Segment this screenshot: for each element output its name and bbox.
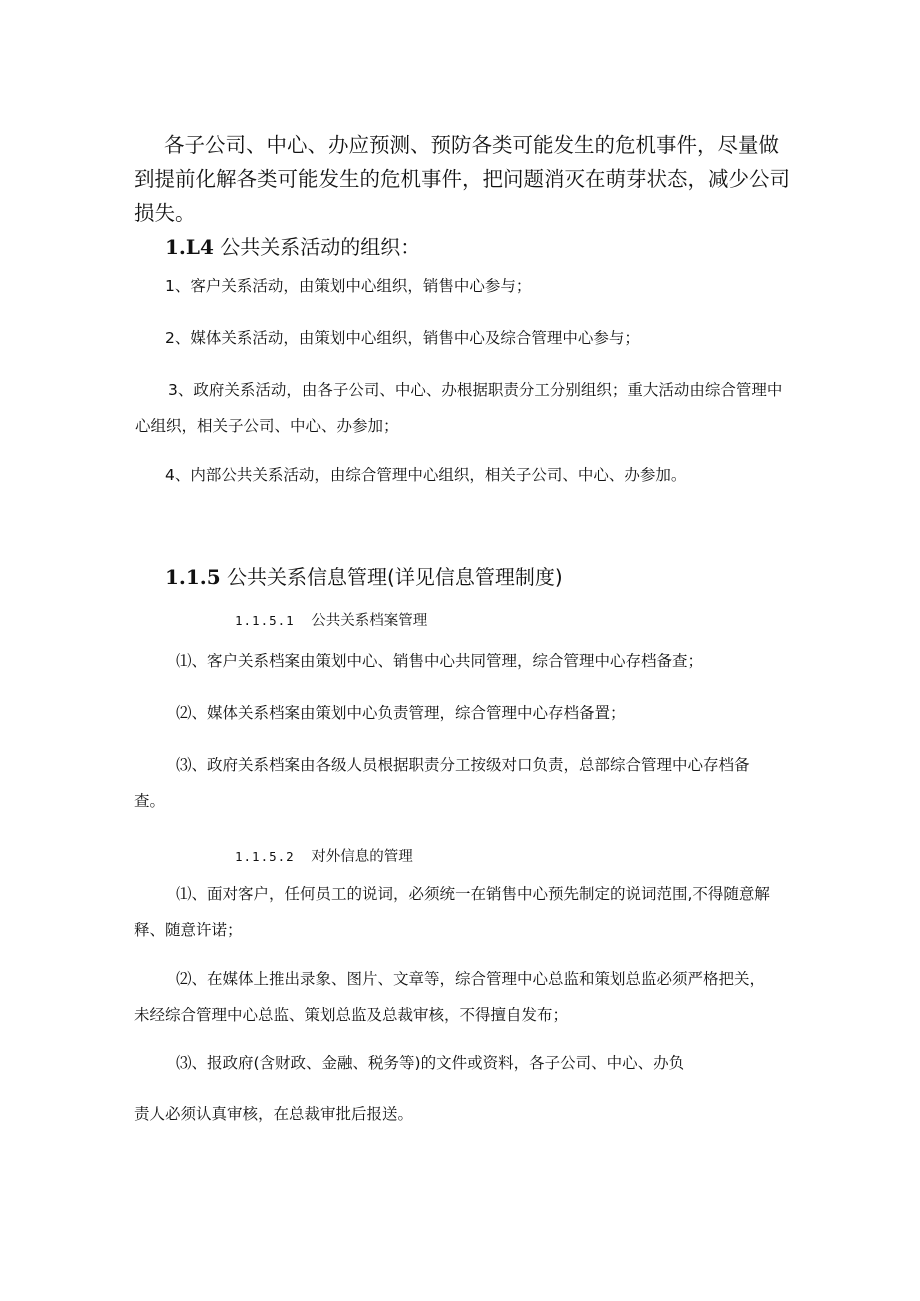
intro-line: 到提前化解各类可能发生的危机事件，把问题消灭在萌芽状态，减少公司	[134, 167, 790, 191]
list-item-text: 未经综合管理中心总监、策划总监及总裁审核，不得擅自发布；	[134, 1006, 569, 1024]
list-item-text: ⑶、报政府(含财政、金融、税务等)的文件或资料，各子公司、中心、办负	[176, 1054, 685, 1072]
section-title: 公共关系信息管理(详见信息管理制度)	[227, 565, 563, 589]
list-item	[176, 643, 703, 679]
subsection-title: 对外信息的管理	[311, 849, 413, 865]
subsection-heading-1-1-5-1	[235, 609, 427, 633]
list-item-text: 责人必须认真审核，在总裁审批后报送。	[134, 1105, 414, 1123]
section-title: 公共关系活动的组织：	[220, 235, 421, 259]
list-item-text: ⑴、面对客户，任何员工的说词，必须统一在销售中心预先制定的说词范围,不得随意解	[176, 885, 770, 903]
subsection-title: 公共关系档案管理	[311, 613, 428, 629]
list-item-text: 4、内部公共关系活动，由综合管理中心组织，相关子公司、中心、办参加。	[165, 466, 687, 484]
subsection-heading-1-1-5-2	[235, 845, 413, 869]
list-item	[134, 961, 765, 1033]
list-item-text: 2、媒体关系活动，由策划中心组织，销售中心及综合管理中心参与；	[165, 329, 640, 347]
list-item	[130, 372, 782, 444]
intro-paragraph	[134, 128, 790, 230]
list-item	[165, 320, 640, 356]
section-number: 1.1.5	[165, 565, 221, 589]
intro-line: 各子公司、中心、办应预测、预防各类可能发生的危机事件，尽量做	[164, 133, 779, 157]
list-item	[134, 1096, 413, 1132]
list-item-text: ⑴、客户关系档案由策划中心、销售中心共同管理，综合管理中心存档备查；	[176, 652, 704, 670]
list-item-text: ⑶、政府关系档案由各级人员根据职责分工按级对口负责，总部综合管理中心存档备	[176, 756, 750, 774]
list-item-text: ⑵、在媒体上推出录象、图片、文章等，综合管理中心总监和策划总监必须严格把关，	[176, 970, 766, 988]
list-item	[176, 1045, 684, 1081]
list-item-text: 心组织，相关子公司、中心、办参加；	[135, 417, 399, 435]
list-item-text: 释、随意许诺；	[134, 921, 243, 939]
section-heading-1-1-4	[165, 233, 420, 261]
list-item-text: 1、客户关系活动，由策划中心组织，销售中心参与；	[165, 277, 532, 295]
list-item	[176, 695, 626, 731]
intro-line: 损失。	[134, 201, 196, 225]
list-item	[165, 457, 686, 493]
subsection-number: 1.1.5.1	[235, 613, 295, 628]
section-heading-1-1-5	[165, 563, 563, 591]
list-item	[134, 747, 750, 819]
list-item-text: ⑵、媒体关系档案由策划中心负责管理，综合管理中心存档备置；	[176, 704, 626, 722]
list-item	[134, 876, 770, 948]
list-item	[165, 268, 531, 304]
section-number: 1.L4	[165, 235, 214, 259]
list-item-text: 查。	[134, 792, 166, 810]
list-item-text: 3、政府关系活动，由各子公司、中心、办根据职责分工分别组织；重大活动由综合管理中	[168, 381, 783, 399]
subsection-number: 1.1.5.2	[235, 849, 295, 864]
